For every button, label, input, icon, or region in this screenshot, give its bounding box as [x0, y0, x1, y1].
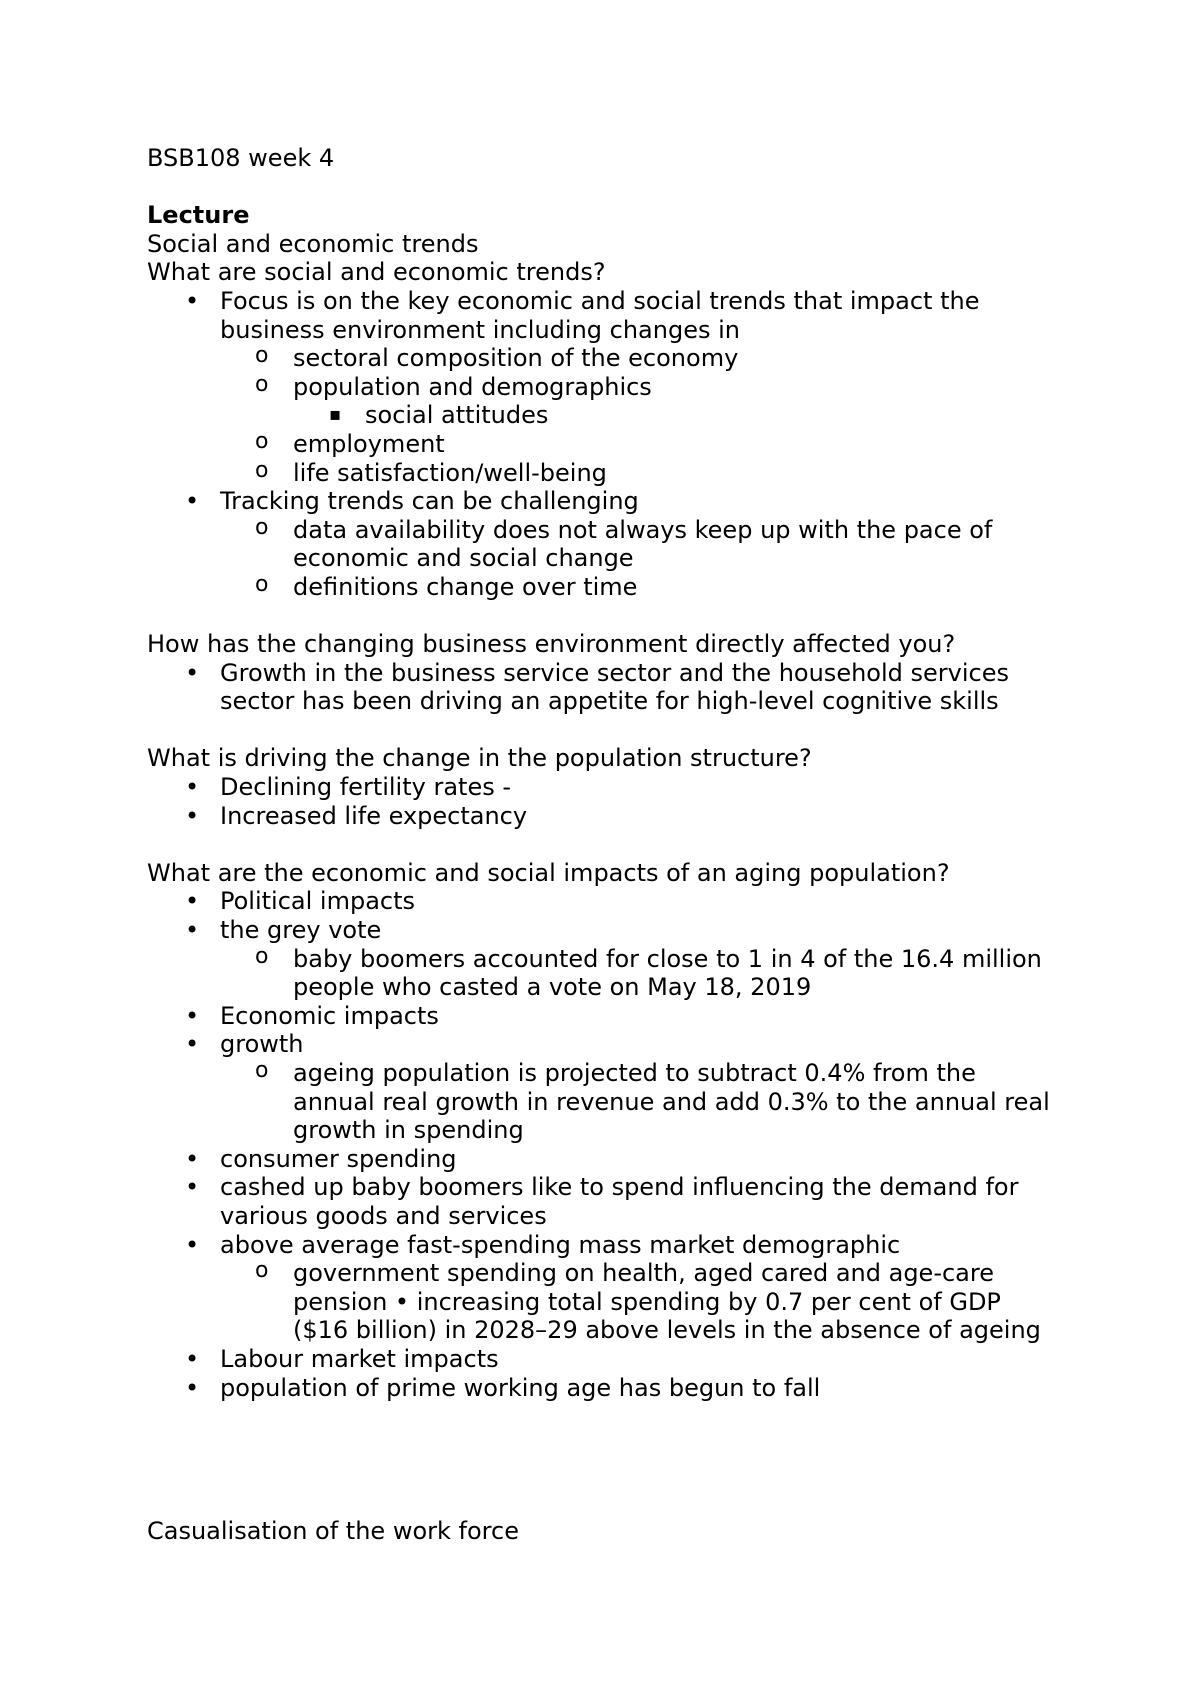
bullet-item: [147, 887, 1087, 916]
bullet-item: [147, 1145, 1087, 1174]
sub-bullet-text: definitions change over time: [293, 572, 638, 601]
spacer: [147, 716, 1087, 745]
spacer: [147, 602, 1087, 631]
circle-marker: o: [255, 514, 269, 540]
sub-sub-bullet-item: [147, 401, 1087, 430]
spacer: [147, 1431, 1087, 1460]
sub-bullet-text: growth in spending: [293, 1116, 524, 1145]
question-heading: How has the changing business environment directly affected you?: [147, 630, 956, 659]
sub-bullet-text: economic and social change: [293, 544, 634, 573]
bullet-text: consumer spending: [220, 1144, 457, 1173]
bullet-marker: •: [185, 1344, 200, 1373]
doc-title: BSB108 week 4: [147, 144, 335, 172]
bullet-text: sector has been driving an appetite for high-level cognitive skills: [220, 687, 999, 716]
spacer: [147, 173, 1087, 202]
bullet-text: Tracking trends can be challenging: [220, 487, 639, 516]
bullet-text: Growth in the business service sector and the household services: [220, 658, 1009, 687]
document-page: [147, 144, 1087, 1545]
bullet-item: [147, 659, 1087, 716]
bullet-item: [147, 1374, 1087, 1403]
bullet-marker: •: [185, 916, 200, 945]
circle-marker: o: [255, 943, 269, 969]
sub-bullet-item: [147, 945, 1087, 1002]
bullet-marker: •: [185, 1001, 200, 1030]
bullet-text: Focus is on the key economic and social trends that impact the: [220, 286, 980, 315]
sub-bullet-text: sectoral composition of the economy: [293, 344, 739, 373]
circle-marker: o: [255, 428, 269, 454]
circle-marker: o: [255, 571, 269, 597]
bullet-text: Declining fertility rates -: [220, 773, 512, 802]
footer-heading: Casualisation of the work force: [147, 1516, 519, 1545]
spacer: [147, 1402, 1087, 1431]
sub-bullet-text: data availability does not always keep up with the pace of: [293, 515, 993, 544]
question-heading: What is driving the change in the population structure?: [147, 744, 812, 773]
spacer: [147, 830, 1087, 859]
sub-bullet-text: employment: [293, 429, 445, 458]
bullet-item: [147, 916, 1087, 945]
sub-bullet-item: [147, 1059, 1087, 1145]
sub-bullet-text: government spending on health, aged cared and age-care: [293, 1259, 994, 1288]
bullet-item: [147, 1231, 1087, 1260]
question-heading: What are the economic and social impacts of an aging population?: [147, 858, 950, 887]
sub-bullet-item: [147, 459, 1087, 488]
bullet-text: various goods and services: [220, 1201, 547, 1230]
bullet-text: business environment including changes in: [220, 315, 740, 344]
bullet-text: Increased life expectancy: [220, 801, 528, 830]
bullet-text: population of prime working age has begun to fall: [220, 1373, 821, 1402]
bullet-text: Political impacts: [220, 887, 416, 916]
bullet-text: the grey vote: [220, 916, 382, 945]
sub-bullet-item: [147, 430, 1087, 459]
sub-bullet-item: [147, 344, 1087, 373]
bullet-text: growth: [220, 1030, 304, 1059]
bullet-marker: •: [185, 1173, 200, 1202]
bullet-marker: •: [185, 286, 200, 315]
bullet-marker: •: [185, 801, 200, 830]
bullet-marker: •: [185, 773, 200, 802]
bullet-marker: •: [185, 658, 200, 687]
bullet-text: Labour market impacts: [220, 1344, 499, 1373]
sub-bullet-text: annual real growth in revenue and add 0.3% to the annual real: [293, 1087, 1050, 1116]
bullet-marker: •: [185, 1230, 200, 1259]
bullet-item: [147, 1002, 1087, 1031]
sub-bullet-text: people who casted a vote on May 18, 2019: [293, 973, 812, 1002]
section-heading: Lecture: [147, 201, 250, 230]
circle-marker: o: [255, 1058, 269, 1083]
sub-bullet-text: baby boomers accounted for close to 1 in 4 of the 16.4 million: [293, 944, 1042, 973]
bullet-marker: •: [185, 487, 200, 516]
sub-bullet-item: [147, 373, 1087, 402]
sub-sub-bullet-text: social attitudes: [365, 401, 549, 430]
bullet-text: Economic impacts: [220, 1001, 439, 1030]
bullet-marker: •: [185, 1373, 200, 1402]
bullet-item: [147, 1173, 1087, 1230]
sub-bullet-item: [147, 516, 1087, 573]
bullet-item: [147, 1345, 1087, 1374]
sub-bullet-text: population and demographics: [293, 372, 652, 401]
spacer: [147, 1488, 1087, 1517]
spacer: [147, 1459, 1087, 1488]
bullet-text: above average fast-spending mass market demographic: [220, 1230, 901, 1259]
bullet-item: [147, 287, 1087, 344]
circle-marker: o: [255, 343, 269, 369]
bullet-marker: •: [185, 1030, 200, 1059]
square-marker: ▪: [329, 404, 342, 426]
bullet-marker: •: [185, 887, 200, 916]
question-heading: What are social and economic trends?: [147, 258, 606, 287]
sub-bullet-item: [147, 573, 1087, 602]
bullet-text: cashed up baby boomers like to spend influencing the demand for: [220, 1173, 1019, 1202]
circle-marker: o: [255, 371, 269, 397]
bullet-item: [147, 1030, 1087, 1059]
bullet-marker: •: [185, 1144, 200, 1173]
sub-bullet-text: life satisfaction/well-being: [293, 458, 607, 487]
bullet-item: [147, 487, 1087, 516]
sub-bullet-text: pension • increasing total spending by 0.7 per cent of GDP: [293, 1287, 1001, 1316]
bullet-item: [147, 802, 1087, 831]
bullet-item: [147, 773, 1087, 802]
topic-title: Social and economic trends: [147, 229, 479, 258]
circle-marker: o: [255, 1258, 269, 1284]
sub-bullet-text: ($16 billion) in 2028–29 above levels in the absence of ageing: [293, 1316, 1041, 1345]
sub-bullet-item: [147, 1259, 1087, 1345]
circle-marker: o: [255, 457, 269, 483]
sub-bullet-text: ageing population is projected to subtract 0.4% from the: [293, 1059, 976, 1087]
